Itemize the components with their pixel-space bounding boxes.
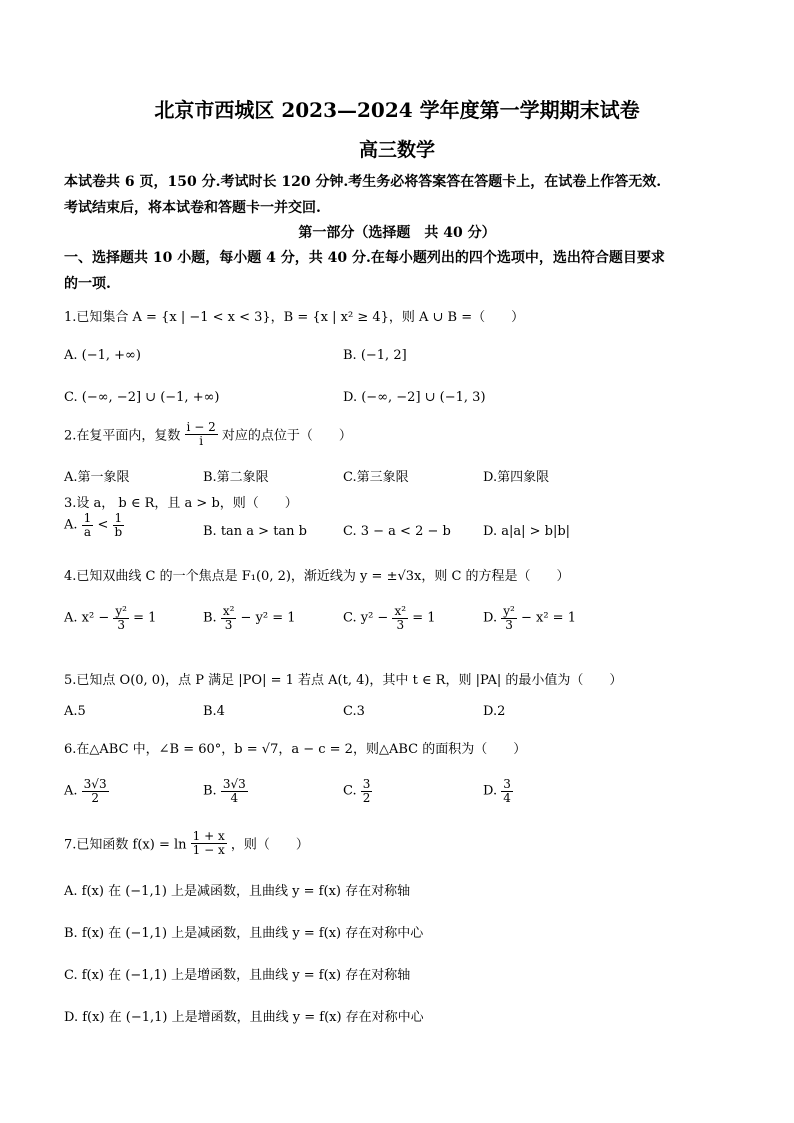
option-a-fraction [82, 778, 109, 804]
question-4-stem: 4.已知双曲线 C 的一个焦点是 F₁(0, 2)，渐近线为 y = ±√3x，则 C 的方程是（ ） [64, 569, 570, 584]
question-6-option-b [203, 778, 248, 804]
question-7-option-a: A. f(x) 在 (−1,1) 上是减函数，且曲线 y = f(x) 存在对称轴 [64, 884, 411, 899]
question-5-option-c: C.3 [343, 704, 365, 719]
question-1-option-a: A. (−1, +∞) [64, 348, 141, 363]
numerator: x² [222, 604, 235, 618]
question-3-option-b: B. tan a > tan b [203, 524, 308, 539]
denominator: 3 [505, 617, 513, 632]
question-2-denominator: i [199, 433, 204, 448]
question-5-option-b: B.4 [203, 704, 225, 719]
numerator: 1 [83, 511, 92, 525]
question-1-stem: 1.已知集合 A = {x | −1 < x < 3}，B = {x | x² ≥ 4}，则 A ∪ B =（ ） [64, 310, 525, 325]
numerator: 3 [503, 777, 511, 791]
option-d-fraction [501, 605, 517, 631]
denominator: 4 [230, 790, 239, 805]
question-7-fraction [191, 830, 227, 856]
question-2-prefix: 2.在复平面内，复数 [64, 428, 181, 444]
exam-note-line-2: 考试结束后，将本试卷和答题卡一并交回. [64, 200, 321, 216]
option-a-fraction [113, 605, 129, 631]
question-3-option-c: C. 3 − a < 2 − b [343, 524, 451, 539]
question-6-option-d [483, 778, 513, 804]
question-4-option-c [343, 605, 436, 631]
question-3-stem: 3.设 a， b ∈ R，且 a > b，则（ ） [64, 496, 298, 511]
option-c-prefix: C. y² − [343, 610, 389, 626]
numerator: 1 + x [192, 829, 225, 843]
numerator: y² [503, 604, 515, 618]
question-6-stem: 6.在△ABC 中，∠B = 60°，b = √7，a − c = 2，则△ABC 的面积为（ ） [64, 742, 527, 757]
numerator: x² [394, 604, 407, 618]
less-than-sign: < [97, 517, 109, 533]
option-b-suffix: − y² = 1 [240, 610, 296, 626]
question-2-option-c: C.第三象限 [343, 470, 409, 485]
option-b-prefix: B. [203, 610, 217, 626]
option-c-suffix: = 1 [412, 610, 436, 626]
subject-title: 高三数学 [358, 139, 435, 161]
question-3-option-a-label: A. [64, 517, 78, 533]
denominator: 2 [362, 790, 371, 805]
denominator: b [114, 524, 123, 539]
question-3-option-d: D. a|a| > b|b| [483, 524, 571, 539]
question-2-option-a: A.第一象限 [64, 470, 130, 485]
exam-note-line-1: 本试卷共 6 页，150 分.考试时长 120 分钟.考生务必将答案答在答题卡上，在试卷上作答无效. [64, 174, 662, 190]
section-instruction-line-2: 的一项. [64, 276, 111, 292]
question-3-option-a-fraction-1 [82, 512, 94, 538]
question-3-option-a-fraction-2 [113, 512, 125, 538]
question-7-option-c: C. f(x) 在 (−1,1) 上是增函数，且曲线 y = f(x) 存在对称轴 [64, 968, 411, 983]
option-a-prefix: A. x² − [64, 610, 110, 626]
option-c-fraction [392, 605, 408, 631]
question-4-option-a [64, 605, 156, 631]
question-4-option-b [203, 605, 296, 631]
option-c-fraction [361, 778, 373, 804]
question-1-option-c: C. (−∞, −2] ∪ (−1, +∞) [64, 390, 220, 405]
question-7-prefix: 7.已知函数 f(x) = ln [64, 837, 187, 853]
part-heading: 第一部分（选择题 共 40 分） [298, 225, 496, 241]
question-6-option-c [343, 778, 372, 804]
question-7-stem [64, 830, 309, 856]
question-3-option-a [64, 512, 124, 538]
option-d-prefix: D. [483, 610, 498, 626]
question-2-numerator: i − 2 [186, 420, 216, 434]
question-2-stem [64, 421, 352, 447]
option-d-label: D. [483, 783, 498, 799]
option-a-suffix: = 1 [133, 610, 157, 626]
denominator: 3 [117, 617, 125, 632]
denominator: 3 [396, 617, 405, 632]
denominator: 3 [224, 617, 233, 632]
numerator: y² [115, 604, 127, 618]
question-1-option-d: D. (−∞, −2] ∪ (−1, 3) [343, 390, 486, 405]
question-2-option-b: B.第二象限 [203, 470, 269, 485]
option-c-label: C. [343, 783, 357, 799]
question-5-option-d: D.2 [483, 704, 506, 719]
option-d-suffix: − x² = 1 [520, 610, 576, 626]
question-5-stem: 5.已知点 O(0, 0)，点 P 满足 |PO| = 1 若点 A(t, 4)，其中 t ∈ R，则 |PA| 的最小值为（ ） [64, 673, 623, 688]
option-a-label: A. [64, 783, 78, 799]
question-2-suffix: 对应的点位于（ ） [221, 428, 352, 444]
question-7-option-d: D. f(x) 在 (−1,1) 上是增函数，且曲线 y = f(x) 存在对称中心 [64, 1010, 424, 1025]
numerator: 3 [362, 777, 371, 791]
question-6-option-a [64, 778, 109, 804]
numerator: 1 [113, 512, 125, 526]
section-instruction-line-1: 一、选择题共 10 小题，每小题 4 分，共 40 分.在每小题列出的四个选项中，选出符合题目要求 [64, 250, 665, 266]
denominator: a [83, 524, 92, 539]
question-2-fraction [185, 421, 218, 447]
numerator: 3√3 [222, 777, 246, 791]
question-7-suffix: ，则（ ） [230, 837, 309, 853]
exam-title: 北京市西城区 2023—2024 学年度第一学期期末试卷 [154, 98, 640, 122]
denominator: 1 − x [192, 842, 225, 857]
question-1-option-b: B. (−1, 2] [343, 348, 407, 363]
option-b-label: B. [203, 783, 217, 799]
denominator: 4 [503, 790, 511, 805]
numerator: 3√3 [83, 777, 107, 791]
option-d-fraction [501, 778, 513, 804]
question-4-option-d [483, 605, 576, 631]
question-5-option-a: A.5 [64, 704, 86, 719]
option-b-fraction [221, 778, 248, 804]
question-7-option-b: B. f(x) 在 (−1,1) 上是减函数，且曲线 y = f(x) 存在对称中心 [64, 926, 424, 941]
question-2-option-d: D.第四象限 [483, 470, 550, 485]
denominator: 2 [91, 790, 99, 805]
option-b-fraction [221, 605, 237, 631]
